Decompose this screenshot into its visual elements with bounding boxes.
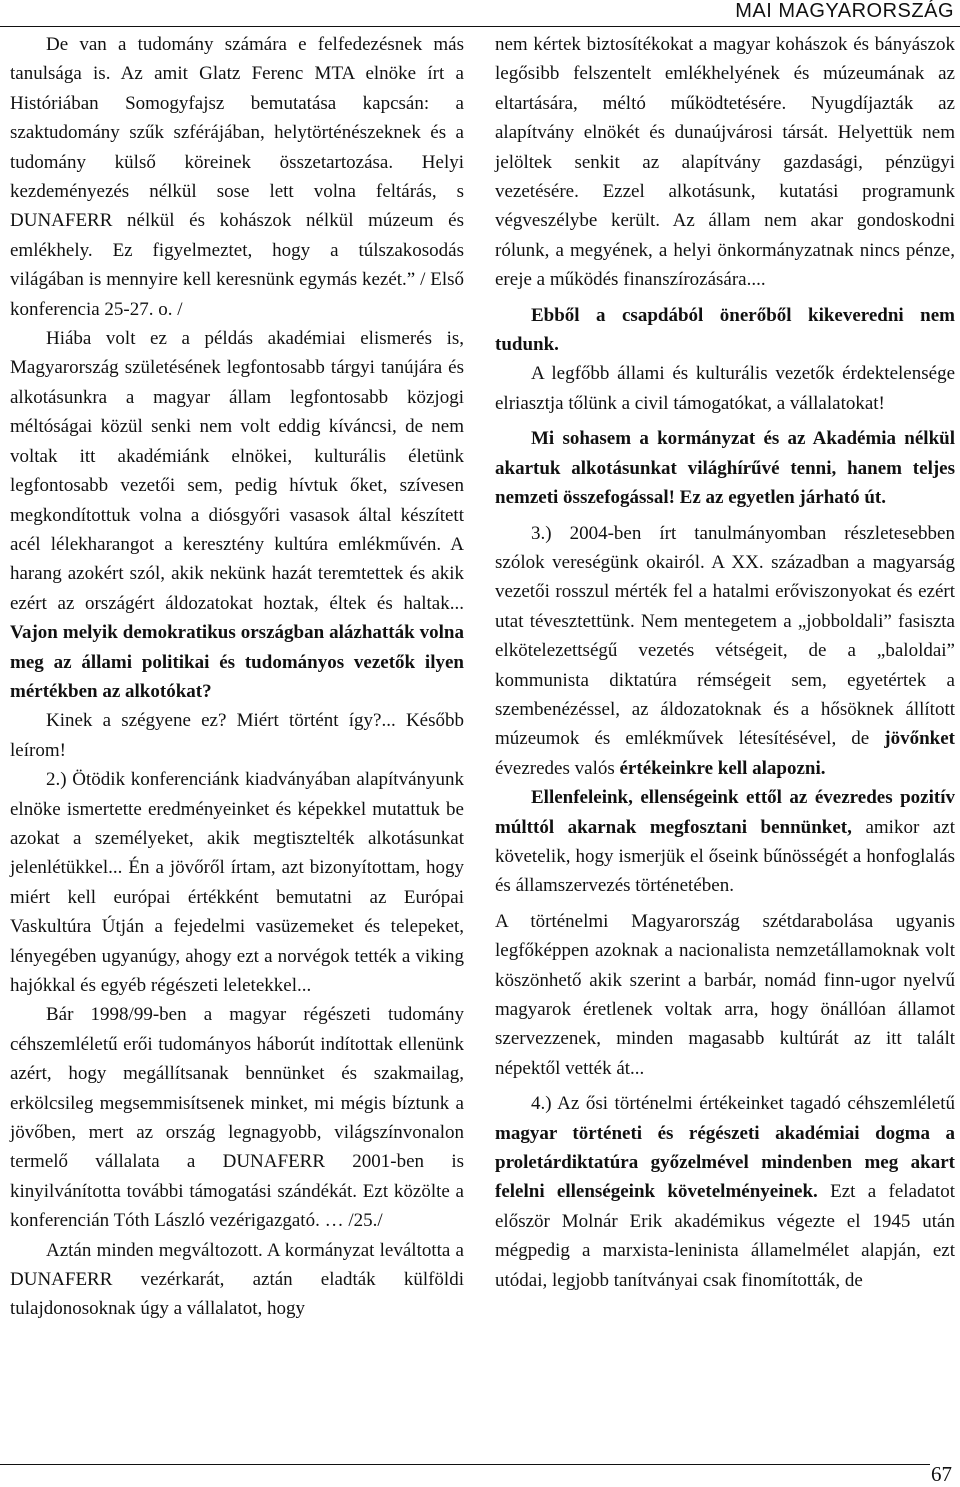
right-column — [495, 30, 955, 1295]
bold-word: jövőnket — [884, 728, 956, 750]
paragraph — [495, 783, 955, 901]
paragraph — [495, 301, 955, 360]
paragraph — [10, 324, 464, 706]
paragraph: A legfőbb állami és kulturális vezetők érdektelensége elriasztja tőlünk a civil támogatókat, a vállalatokat! — [495, 363, 955, 414]
paragraph-text: 4.) Az ősi történelmi értékeinket tagadó céhszemléletű — [531, 1093, 955, 1115]
paragraph-text: Hiába volt ez a példás akadémiai elismerés is, Magyarország születésének legfontosabb tárgyi tanújára és alkotásunkra a magyar állam legfontosabb közjogi méltóságai közül senki nem volt eddig kíváncsi, de nem voltak itt akadémiánk elnökei, kulturális életünk legfontosabb vezetői sem, pedig hívtuk őket, szívesen megkondítottuk volna a diósgyőri vasasok által készített acél lélekharangot a keresztény kultúra emlékművén. A harang azokért szól, akik nekünk hazát teremtettek és akik ezért az országért áldozatokat hoztak, éltek és haltak... — [10, 328, 464, 614]
paragraph — [495, 519, 955, 784]
bold-statement: magyar történeti és régészeti akadémiai dogma a proletárdiktatúra győzelmével mindenben meg akart felelni ellenségeink követelményeinek. — [495, 1122, 955, 1203]
bold-statement: Mi sohasem a kormányzat és az Akadémia nélkül akartuk alkotásunkat világhírűvé tenni, hanem teljes nemzeti összefogással! Ez az egyetlen járható út. — [495, 428, 955, 509]
paragraph-text: Ezt a feladatot először Molnár Erik akadémikus végezte el 1945 után mégpedig a marxista-leninista államelmélet alapján, ezt utódai, legjobb tanítványai csak finomították, de — [495, 1181, 956, 1291]
paragraph: Aztán minden megváltozott. A kormányzat leváltotta a DUNAFERR vezérkarát, aztán eladták külföldi tulajdonosoknak úgy a vállalatot, hogy — [10, 1239, 464, 1320]
paragraph: De van a tudomány számára e felfedezésnek más tanulsága is. Az amit Glatz Ferenc MTA elnöke írt a Históriában Somogyfajsz bemutatása kapcsán: a szaktudomány szűk szférájában, helytörténészeknek és a tudomány külső köreinek összetartozása. Helyi kezdeményezés nélkül sose lett volna feltárás, s DUNAFERR nélkül és kohászok nélkül múzeum és emlékhely. Ez figyelmeztet, hogy a túlszakosodás világában is mennyire kell keresnünk egymás kezét.” / Első konferencia 25-27. o. / — [10, 34, 464, 320]
paragraph: 2.) Ötödik konferenciánk kiadványában alapítványunk elnöke ismertette eredményeinket és képekkel mutattuk be azokat a személyeket, akik megtisztelték alkotásunkat jelenlétükkel... Én a jövőről írtam, azt bizonyítottam, hogy miért kell európai értékként bemutatni az Európai Vaskultúra Útján a fejedelmi vasüzemeket és telepeket, lényegében ugyanúgy, ahogy ezt a norvégok tették a viking hajókkal és egyéb régészeti leletekkel... — [10, 769, 464, 996]
bold-question: Vajon melyik demokratikus országban alázhatták volna meg az állami politikai és tudományos vezetők ilyen mértékben az alkotókat? — [10, 622, 464, 702]
paragraph-text: amikor azt követelik, hogy ismerjük el őseink bűnösségét a honfoglalás és államszervezés történetében. — [495, 816, 956, 897]
paragraph: Kinek a szégyene ez? Miért történt így?... Később leírom! — [10, 710, 464, 761]
paragraph: Bár 1998/99-ben a magyar régészeti tudomány céhszemléletű erői tudományos háborút indítottak ellenünk azért, hogy megállítsanak bennünket és szakmailag, erkölcsileg megsemmisítsenek minket, mi mégis bíztunk a jövőben, mert az ország legnagyobb, világszínvonalon termelő vállalata a DUNAFERR 2001-ben is kinyilvánította további támogatási szándékát. Ezt közölte a konferencián Tóth László vezérigazgató. … /25./ — [10, 1004, 464, 1232]
paragraph — [495, 1089, 955, 1295]
bold-phrase: értékeinkre kell alapozni. — [619, 757, 826, 779]
page-number: 67 — [931, 1462, 952, 1486]
header-rule — [0, 26, 960, 27]
paragraph-text: évezredes valós — [495, 757, 615, 779]
left-column — [10, 30, 464, 1324]
running-header: MAI MAGYARORSZÁG — [735, 0, 954, 22]
footer-rule — [0, 1464, 930, 1465]
bold-statement: Ebből a csapdából önerőből kikeveredni nem tudunk. — [495, 304, 955, 356]
paragraph: A történelmi Magyarország szétdarabolása ugyanis legfőképpen azoknak a nacionalista nemzetállamoknak volt köszönhető akik szerint a barbár, nomád finn-ugor nyelvű magyarok éretlenek voltak arra, hogy önállóan államot szervezzenek, minden magasabb kultúrát az itt talált népektől vették át... — [495, 910, 955, 1079]
bold-statement: Ellenfeleink, ellenségeink ettől az évezredes pozitív múlttól akarnak megfosztani bennünket, — [495, 787, 955, 838]
paragraph: nem kértek biztosítékokat a magyar kohászok és bányászok legősibb felszentelt emlékhelyének és múzeumának az eltartására, méltó működtetésére. Nyugdíjazták az alapítvány elnökét és dunaújvárosi társát. Helyettük nem jelöltek senkit az alapítvány gazdasági, pénzügyi vezetésére. Ezzel alkotásunk, kutatási programunk végveszélybe került. Az állam nem akar gondoskodni rólunk, a megyének, a helyi önkormányzatnak nincs pénze, ereje a működés finanszírozására.... — [495, 34, 955, 291]
paragraph — [495, 424, 955, 512]
paragraph-text: 3.) 2004-ben írt tanulmányomban részletesebben szólok vereségünk okairól. A XX. században a magyarság vezetői rosszul mérték fel a hatalmi erőviszonyokat és ezért utat tévesztettünk. Nem mentegetem a „jobboldali” fasiszta elkötelezettségű vezetés vétségeit, de a „baloldai” kommunista diktatúra rémségeit sem, egyetértek a szembenézéssel, az áldozatoknak és a hősöknek állított múzeumok és emlékművek létesítésével, de — [495, 522, 955, 750]
